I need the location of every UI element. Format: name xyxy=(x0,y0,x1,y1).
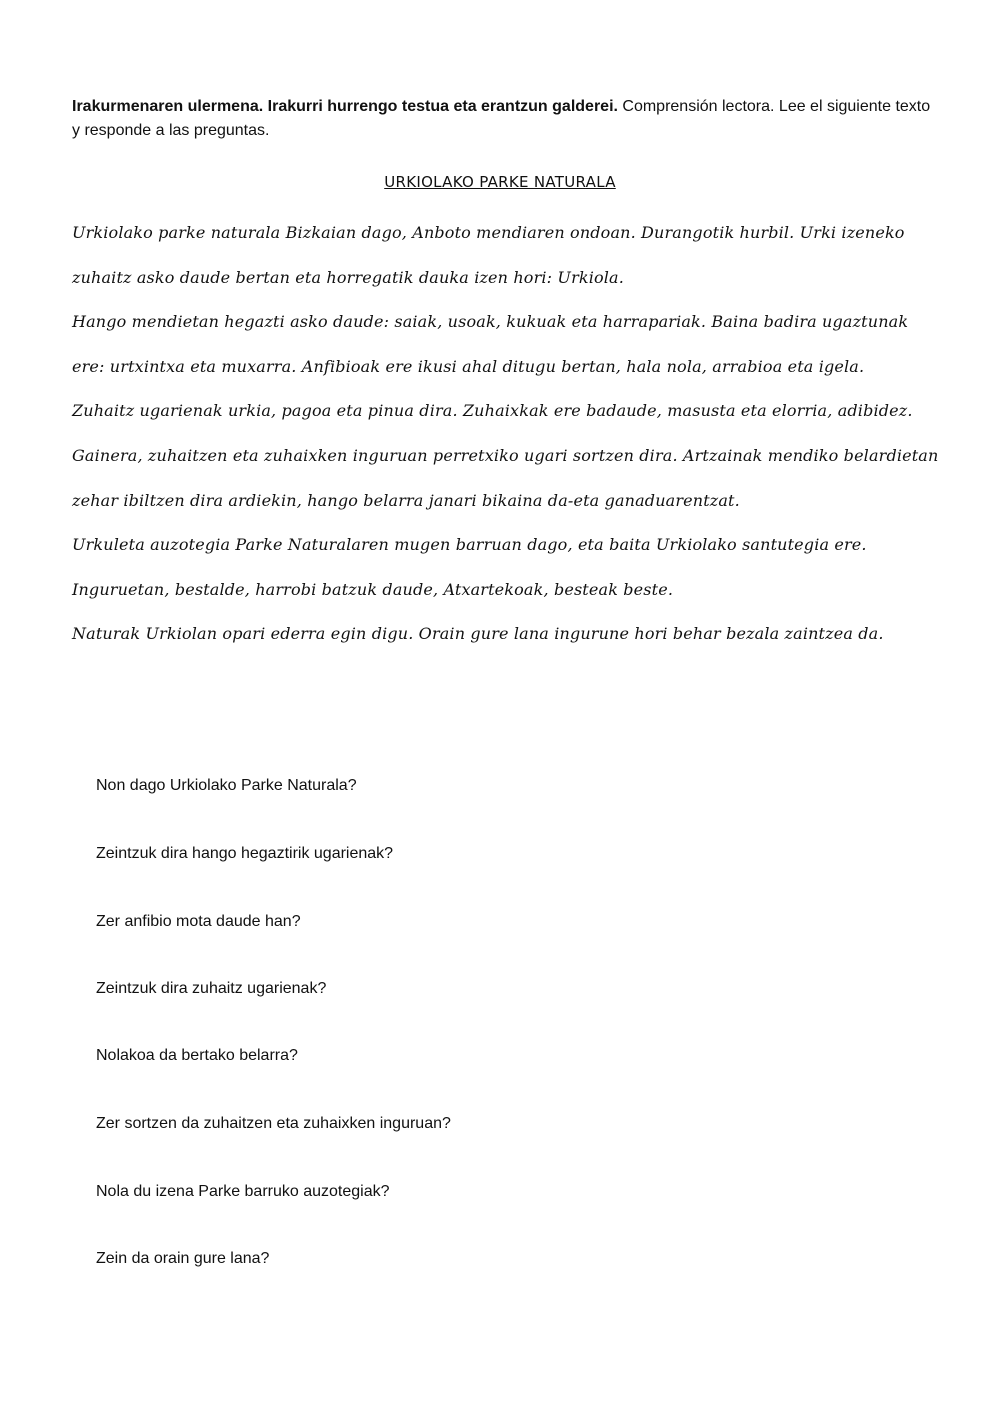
reading-text xyxy=(72,211,942,657)
reading-paragraph: Zuhaitz ugarienak urkia, pagoa eta pinua dira. Zuhaixkak ere badaude, masusta eta elorria, adibidez. Gainera, zuhaitzen eta zuhaixken inguruan perretxiko ugari sortzen dira. Artzainak mendiko belardietan zehar ibiltzen dira ardiekin, hango belarra janari bikaina da-eta ganaduarentzat. xyxy=(72,401,939,510)
question-3: Zer anfibio mota daude han? xyxy=(96,913,301,930)
question-8: Zein da orain gure lana? xyxy=(96,1250,270,1267)
question-6: Zer sortzen da zuhaitzen eta zuhaixken inguruan? xyxy=(96,1115,451,1132)
reading-paragraph: Urkiolako parke naturala Bizkaian dago, Anboto mendiaren ondoan. Durangotik hurbil. Urki izeneko zuhaitz asko daude bertan eta horregatik dauka izen hori: Urkiola. xyxy=(72,223,905,287)
reading-paragraph: Naturak Urkiolan opari ederra egin digu. Orain gure lana ingurune hori behar bezala zaintzea da. xyxy=(72,624,884,644)
question-1: Non dago Urkiolako Parke Naturala? xyxy=(96,777,357,794)
reading-title: URKIOLAKO PARKE NATURALA xyxy=(384,173,616,191)
instructions-basque: Irakurmenaren ulermena. Irakurri hurrengo testua eta erantzun galderei. xyxy=(72,98,618,115)
reading-paragraph: Urkuleta auzotegia Parke Naturalaren mugen barruan dago, eta baita Urkiolako santutegia ere. Inguruetan, bestalde, harrobi batzuk daude, Atxartekoak, besteak beste. xyxy=(72,535,867,599)
instructions xyxy=(72,95,932,143)
question-2: Zeintzuk dira hango hegaztirik ugarienak? xyxy=(96,845,394,862)
question-7: Nola du izena Parke barruko auzotegiak? xyxy=(96,1183,390,1200)
instructions-spanish: Comprensión lectora. Lee el siguiente texto y responde a las preguntas. xyxy=(72,98,931,139)
question-5: Nolakoa da bertako belarra? xyxy=(96,1047,298,1064)
question-4: Zeintzuk dira zuhaitz ugarienak? xyxy=(96,980,327,997)
reading-paragraph: Hango mendietan hegazti asko daude: saiak, usoak, kukuak eta harrapariak. Baina badira ugaztunak ere: urtxintxa eta muxarra. Anfibioak ere ikusi ahal ditugu bertan, hala nola, arrabioa eta igela. xyxy=(72,312,909,376)
